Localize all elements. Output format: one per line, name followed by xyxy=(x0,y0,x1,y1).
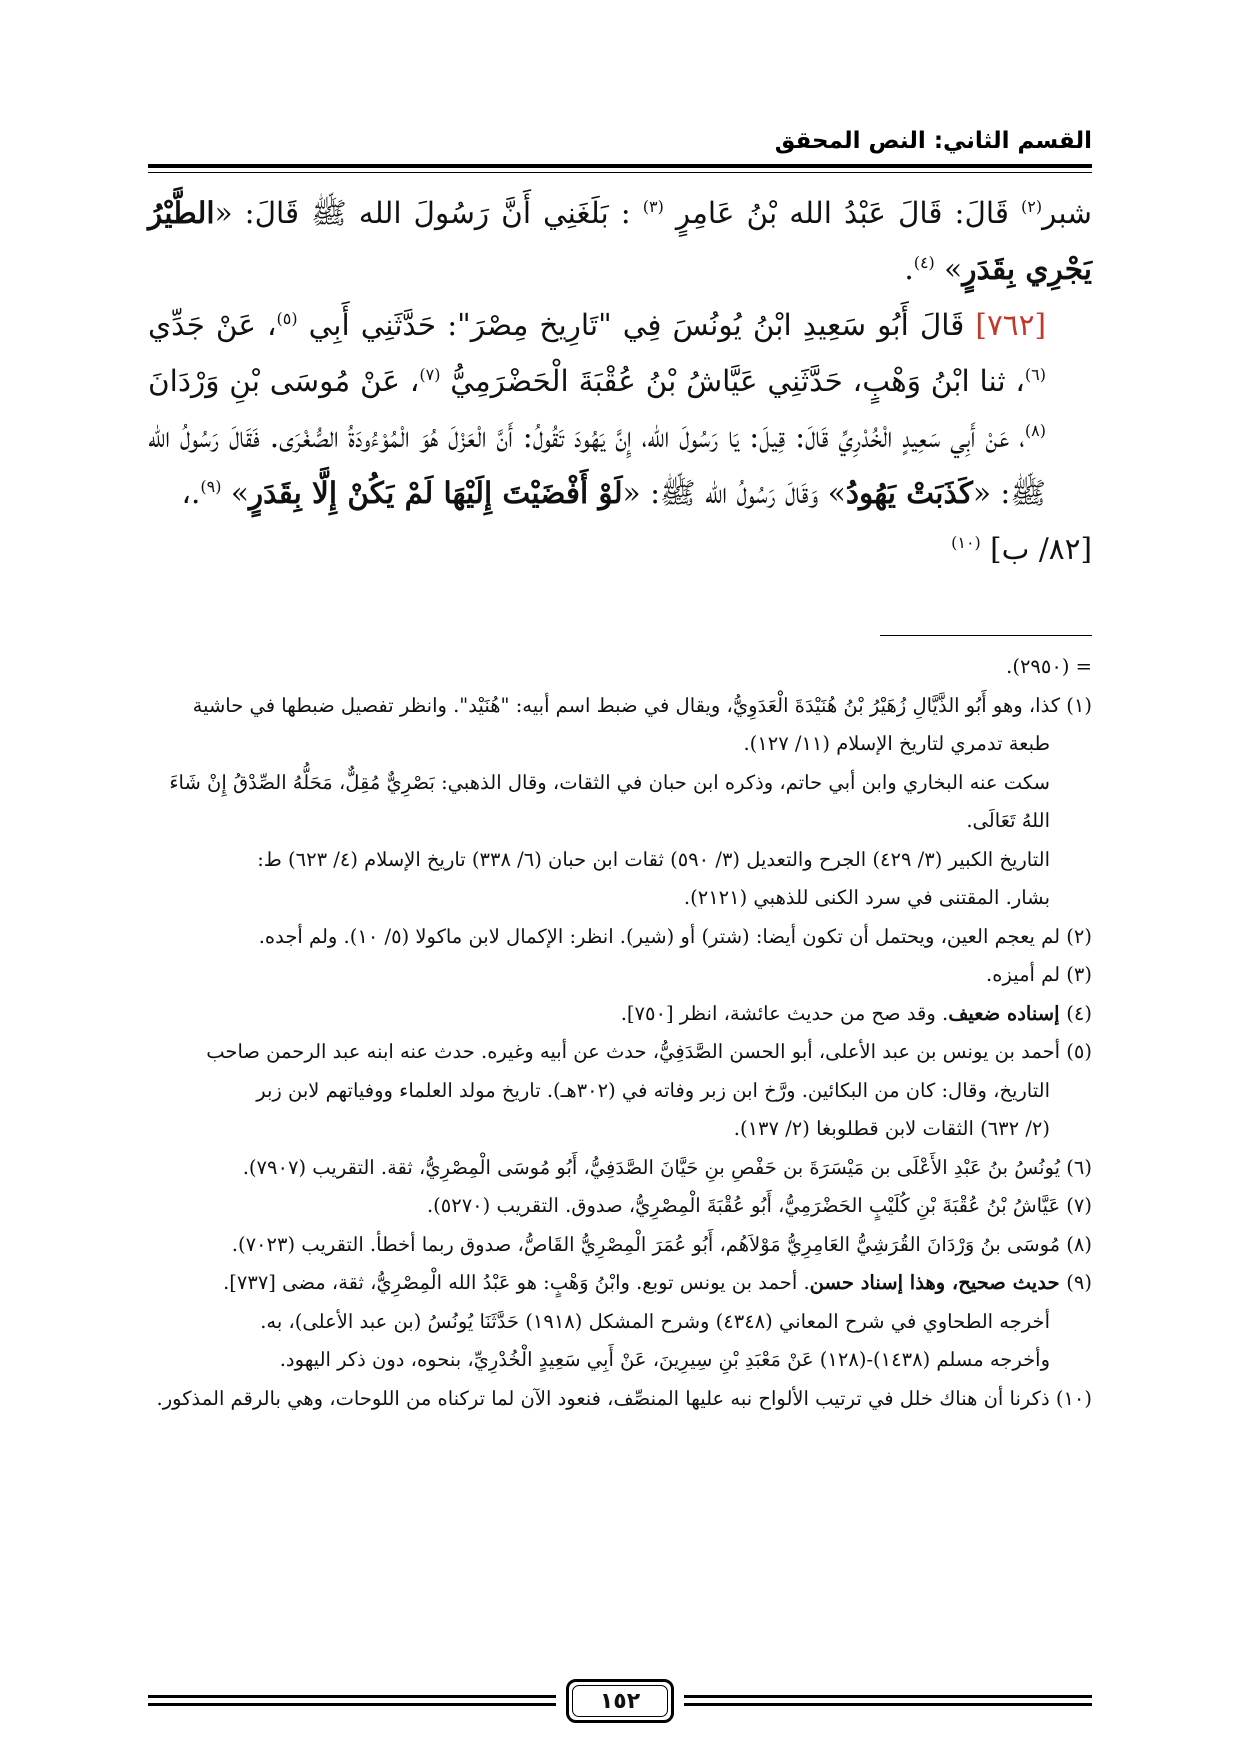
footnote-text: . وقد صح من حديث عائشة، انظر [٧٥٠]. xyxy=(620,1001,949,1025)
footnote-marker: (٨) xyxy=(1024,421,1046,441)
footnote-text: لم أميزه. xyxy=(986,963,1067,986)
footnote-text: يُونُسُ بنُ عَبْدِ الأَعْلَى بن مَيْسَرَةَ بن حَفْصِ بنِ حَيَّانَ الصَّدَفِيُّ، أَبُو مُوسَى الْمِصْرِيُّ، ثقة. التقريب (٧٩٠٧). xyxy=(242,1155,1067,1179)
footnote-10 xyxy=(148,1380,1092,1419)
footnote-carryover: = (٢٩٥٠). xyxy=(1006,655,1092,678)
footnote-number: (١) xyxy=(1066,693,1092,717)
text-run: شبر xyxy=(1042,196,1093,230)
footnote-number: (٧) xyxy=(1066,1194,1092,1217)
footnote-separator xyxy=(880,635,1092,636)
footnote-1-line: طبعة تدمري لتاريخ الإسلام (١١/ ١٢٧). xyxy=(743,732,1050,755)
footnote-number: (٦) xyxy=(1066,1155,1092,1179)
footnote-marker: (٥) xyxy=(276,309,298,329)
footnote-1-line: بشار. المقتنى في سرد الكنى للذهبي (٢١٢١). xyxy=(683,886,1050,909)
footnote-text: . أحمد بن يونس توبع. وابْنُ وَهْبٍ: هو عَبْدُ الله الْمِصْرِيُّ، ثقة، مضى [٧٣٧]. xyxy=(223,1271,810,1294)
footnote-1 xyxy=(148,687,1092,726)
footnote-7 xyxy=(148,1187,1092,1226)
footnote-number: (٣) xyxy=(1066,963,1092,986)
grading-text: إسناده ضعيف xyxy=(948,1001,1067,1025)
footnote-marker: (٣) xyxy=(642,197,664,217)
footnote-2 xyxy=(148,918,1092,957)
text-run: ، ثنا ابْنُ وَهْبٍ، حَدَّثَنِي عَيَّاشُ بْنُ عُقْبَةَ الْحَضْرَمِيُّ xyxy=(440,364,1025,398)
hadith-text: لَوْ أَفْضَيْتَ إِلَيْهَا لَمْ يَكُنْ إِلَّا بِقَدَرٍ xyxy=(248,475,623,510)
text-run: » وَقَالَ رَسُولُ الله ﷺ: « xyxy=(622,476,846,510)
text-run: » xyxy=(934,252,963,286)
footnote-text: لم يعجم العين، ويحتمل أن تكون أيضا: (شتر) أو (شير). انظر: الإكمال لابن ماكولا (٥/ ١٠). ولم أجده. xyxy=(258,924,1067,948)
text-run: ، عَنْ أَبِي سَعِيدٍ الْخُدْرِيِّ قَالَ: قِيلَ: يَا رَسُولَ الله، إِنَّ يَهُودَ تَقُولُ: أَنَّ الْعَزْلَ هُوَ الْمُوْءُودَةُ الصُّغْرَى. فَقَالَ رَسُولُ الله ﷺ: « xyxy=(148,420,1046,510)
text-run: : بَلَغَنِي أَنَّ رَسُولَ الله ﷺ قَالَ: « xyxy=(214,196,643,230)
footnote-number: (٢) xyxy=(1066,924,1092,948)
footnote-5-line: التاريخ، وقال: كان من البكائين. ورَّخ ابن زبر وفاته في (٣٠٢هـ). تاريخ مولد العلماء ووفياتهم لابن زبر xyxy=(256,1078,1050,1102)
footer-rule xyxy=(684,1703,1092,1706)
running-header: القسم الثاني: النص المحقق xyxy=(774,128,1092,154)
header-rule-thin xyxy=(148,172,1092,173)
folio-reference: [٨٢/ ب] xyxy=(980,532,1092,566)
footnote-9 xyxy=(148,1264,1092,1303)
footnote-number: (٥) xyxy=(1066,1040,1092,1063)
footer-rule xyxy=(148,1695,556,1698)
footnote-marker: (٧) xyxy=(419,365,441,385)
main-paragraph-2 xyxy=(148,297,1092,521)
grading-text: حديث صحيح، وهذا إسناد حسن xyxy=(809,1271,1067,1294)
footnote-4 xyxy=(148,995,1092,1034)
footnote-5 xyxy=(148,1033,1092,1072)
text-run: » xyxy=(221,476,249,510)
footnote-text: أحمد بن يونس بن عبد الأعلى، أبو الحسن الصَّدَفِيُّ، حدث عن أبيه وغيره. حدث عنه ابنه عبد الرحمن صاحب xyxy=(206,1040,1067,1063)
footnote-marker: (٩) xyxy=(200,477,222,497)
footnote-6 xyxy=(148,1149,1092,1188)
text-run: ، عَنْ مُوسَى بْنِ وَرْدَانَ xyxy=(148,364,420,398)
main-paragraph-1 xyxy=(148,185,1092,297)
footnote-1-line: التاريخ الكبير (٣/ ٤٢٩) الجرح والتعديل (٣/ ٥٩٠) ثقات ابن حبان (٦/ ٣٣٨) تاريخ الإسلام (٤/ ٦٢٣) ط: xyxy=(257,847,1050,871)
text-run: . xyxy=(904,252,914,286)
footnote-number: (٤) xyxy=(1066,1001,1092,1025)
footnote-1-line: اللهُ تَعَالَى. xyxy=(966,809,1050,832)
footnote-number: (٨) xyxy=(1066,1232,1092,1256)
footnote-9-line: أخرجه الطحاوي في شرح المعاني (٤٣٤٨) وشرح المشكل (١٩١٨) حَدَّثَنَا يُونُسُ (بن عبد الأعلى)، به. xyxy=(260,1309,1050,1333)
footnote-1-line: سكت عنه البخاري وابن أبي حاتم، وذكره ابن حبان في الثقات، وقال الذهبي: بَصْرِيٌّ مُقِلٌّ، مَحَلُّهُ الصِّدْقُ إِنْ شَاءَ xyxy=(169,770,1050,794)
footnote-number: (١٠) xyxy=(1055,1386,1092,1410)
footer-rule xyxy=(148,1703,556,1706)
page-number-frame xyxy=(566,1679,674,1723)
footer-rule xyxy=(684,1695,1092,1698)
footnote-text: مُوسَى بنُ وَرْدَانَ القُرَشِيُّ العَامِرِيُّ مَوْلاَهُم، أَبُو عُمَرَ الْمِصْرِيُّ القَاصُّ، صدوق ربما أخطأ. التقريب (٧٠٢٣). xyxy=(231,1232,1067,1256)
footnote-marker: (١٠) xyxy=(951,533,981,553)
page-number: ١٥٢ xyxy=(599,1688,641,1714)
footnotes xyxy=(148,648,1092,1418)
footnote-9-line: وأخرجه مسلم (١٤٣٨)-(١٢٨) عَنْ مَعْبَدِ بْنِ سِيرِينَ، عَنْ أَبِي سَعِيدٍ الْخُدْرِيِّ، بنحوه، دون ذكر اليهود. xyxy=(279,1348,1050,1371)
footnote-marker: (٢) xyxy=(1021,197,1043,217)
hadith-text: الطَّيْرُ يَجْرِي بِقَدَرٍ xyxy=(148,195,1092,286)
main-text xyxy=(148,185,1092,577)
text-run: .، xyxy=(181,476,201,510)
footnote-3 xyxy=(148,956,1092,995)
footnote-text: عَيَّاشُ بْنُ عُقْبَةَ بْنِ كُلَيْبٍ الحَضْرَمِيُّ، أَبُو عُقْبَةَ الْمِصْرِيُّ، صدوق. التقريب (٥٢٧٠). xyxy=(426,1194,1067,1217)
hadith-text: كَذَبَتْ يَهُودُ xyxy=(845,475,973,510)
main-paragraph-3 xyxy=(148,521,1092,577)
header-rule-thick xyxy=(148,164,1092,168)
footnote-5-line: (٢/ ٦٣٢) الثقات لابن قطلوبغا (٢/ ١٣٧). xyxy=(733,1117,1050,1140)
footnote-marker: (٤) xyxy=(913,253,935,273)
footnote-8 xyxy=(148,1226,1092,1265)
footnote-text: كذا، وهو أَبُو الذَّيَّالِ زُهَيْرُ بْنُ هُنَيْدَةَ الْعَدَوِيُّ، ويقال في ضبط اسم أبيه: "هُنَيْد". وانظر تفصيل ضبطها في حاشية xyxy=(192,693,1067,717)
page-footer xyxy=(148,1675,1092,1735)
footnote-number: (٩) xyxy=(1066,1271,1092,1294)
hadith-number: [٧٦٢] xyxy=(975,308,1046,342)
footnote-text: ذكرنا أن هناك خلل في ترتيب الألواح نبه عليها المنصِّف، فنعود الآن لما تركناه من اللوحات، وهي بالرقم المذكور. xyxy=(156,1386,1056,1410)
footnote-marker: (٦) xyxy=(1024,365,1046,385)
text-run: قَالَ أَبُو سَعِيدِ ابْنُ يُونُسَ فِي "تَارِيخ مِصْرَ": حَدَّثَنِي أَبِي xyxy=(297,308,976,342)
text-run: قَالَ: قَالَ عَبْدُ الله بْنُ عَامِرٍ xyxy=(663,196,1022,230)
text-run: ، عَنْ جَدِّي xyxy=(148,308,277,342)
